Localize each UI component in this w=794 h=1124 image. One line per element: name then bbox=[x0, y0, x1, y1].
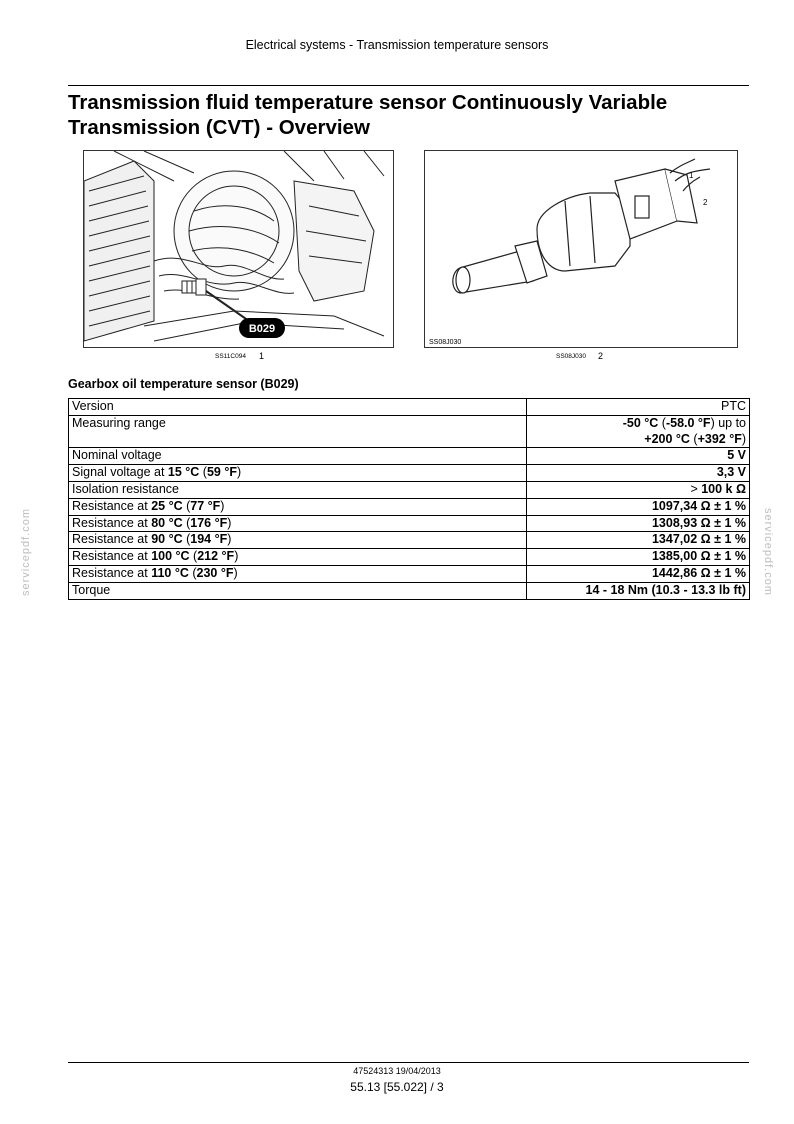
label-segment: 194 °F bbox=[190, 532, 228, 547]
label-segment: 90 °C bbox=[151, 532, 183, 547]
label-segment: ( bbox=[199, 465, 207, 480]
row-label bbox=[69, 465, 527, 482]
label-segment: Resistance at bbox=[72, 532, 152, 547]
label-segment: 80 °C bbox=[151, 515, 183, 530]
row-value bbox=[527, 415, 750, 448]
row-label bbox=[69, 448, 527, 465]
label-segment: 25 °C bbox=[151, 498, 183, 513]
row-label bbox=[69, 532, 527, 549]
label-segment: 212 °F bbox=[197, 549, 235, 564]
value-segment: 1308,93 Ω ± 1 % bbox=[651, 515, 746, 530]
footer-page-ref: 55.13 [55.022] / 3 bbox=[350, 1080, 444, 1094]
label-segment: ) bbox=[227, 515, 232, 530]
row-value bbox=[527, 448, 750, 465]
row-value bbox=[527, 465, 750, 482]
row-label bbox=[69, 549, 527, 566]
table-row bbox=[69, 448, 750, 465]
table-row bbox=[69, 515, 750, 532]
footer-rule bbox=[68, 1062, 749, 1063]
callout-2-label: 2 bbox=[703, 198, 708, 207]
label-segment: Nominal voltage bbox=[72, 448, 162, 463]
value-segment: +392 °F bbox=[697, 431, 742, 446]
label-segment: ) bbox=[233, 565, 238, 580]
value-segment: 100 k Ω bbox=[701, 481, 746, 496]
figure2-number: 2 bbox=[598, 351, 604, 361]
row-value bbox=[527, 399, 750, 416]
figure-sensor bbox=[424, 150, 738, 348]
value-segment: PTC bbox=[721, 399, 746, 413]
label-segment: Resistance at bbox=[72, 565, 152, 580]
label-segment: 15 °C bbox=[167, 465, 200, 480]
value-segment: -50 °C bbox=[622, 415, 659, 430]
row-value bbox=[527, 565, 750, 582]
value-segment: 1385,00 Ω ± 1 % bbox=[651, 549, 746, 564]
label-segment: Resistance at bbox=[72, 549, 152, 564]
label-segment: Resistance at bbox=[72, 515, 152, 530]
table-row bbox=[69, 565, 750, 582]
figure1-number: 1 bbox=[259, 351, 265, 361]
label-segment: Version bbox=[72, 399, 114, 413]
value-segment: 1347,02 Ω ± 1 % bbox=[651, 532, 746, 547]
label-segment: ( bbox=[189, 549, 198, 564]
watermark-right: servicepdf.com bbox=[762, 508, 774, 596]
callout-b029-label: B029 bbox=[248, 323, 276, 335]
row-label bbox=[69, 481, 527, 498]
row-value bbox=[527, 481, 750, 498]
label-segment: Signal voltage at bbox=[72, 465, 168, 480]
label-segment: ) bbox=[234, 549, 239, 564]
value-segment: ) bbox=[741, 431, 746, 446]
row-label bbox=[69, 515, 527, 532]
label-segment: ( bbox=[182, 498, 191, 513]
value-segment: +200 °C bbox=[644, 431, 690, 446]
label-segment: Measuring range bbox=[72, 415, 166, 430]
label-segment: Torque bbox=[72, 582, 111, 597]
callout-1-label: 1 bbox=[689, 171, 694, 180]
running-header: Electrical systems - Transmission temperature sensors bbox=[245, 38, 549, 52]
value-segment: ) up to bbox=[710, 415, 746, 430]
watermark-left: servicepdf.com bbox=[20, 508, 32, 596]
table-row bbox=[69, 465, 750, 482]
value-segment: ( bbox=[658, 415, 666, 430]
table-row bbox=[69, 549, 750, 566]
label-segment: ) bbox=[227, 532, 232, 547]
row-label bbox=[69, 582, 527, 599]
row-label bbox=[69, 565, 527, 582]
table-row bbox=[69, 481, 750, 498]
spec-table-body bbox=[69, 399, 750, 600]
label-segment: 110 °C bbox=[151, 565, 189, 580]
value-segment: > bbox=[690, 481, 702, 496]
value-segment: 5 V bbox=[727, 448, 746, 463]
label-segment: 59 °F bbox=[206, 465, 237, 480]
table-row bbox=[69, 582, 750, 599]
label-segment: ( bbox=[182, 515, 191, 530]
sensor-spec-table bbox=[68, 398, 750, 600]
label-segment: ) bbox=[220, 498, 225, 513]
row-label bbox=[69, 498, 527, 515]
label-segment: ) bbox=[236, 465, 242, 480]
row-value bbox=[527, 515, 750, 532]
figure1-code: SS11C094 bbox=[215, 353, 246, 360]
row-value bbox=[527, 582, 750, 599]
table-title: Gearbox oil temperature sensor (B029) bbox=[68, 377, 299, 391]
value-segment: -58.0 °F bbox=[665, 415, 711, 430]
label-segment: 230 °F bbox=[196, 565, 234, 580]
label-segment: 77 °F bbox=[190, 498, 221, 513]
figure-engine-bay bbox=[83, 150, 394, 348]
value-segment: 1097,34 Ω ± 1 % bbox=[651, 498, 746, 513]
value-segment: 3,3 V bbox=[716, 465, 746, 480]
label-segment: 100 °C bbox=[151, 549, 190, 564]
row-label bbox=[69, 415, 527, 448]
figure2-code: SS08J030 bbox=[556, 353, 586, 360]
value-segment: ( bbox=[689, 431, 698, 446]
footer-doc-id: 47524313 19/04/2013 bbox=[353, 1066, 441, 1076]
table-row bbox=[69, 415, 750, 448]
engine-bay-drawing bbox=[84, 151, 393, 347]
table-row bbox=[69, 399, 750, 416]
page-title bbox=[68, 90, 758, 140]
row-value bbox=[527, 549, 750, 566]
label-segment: Resistance at bbox=[72, 498, 152, 513]
label-segment: Isolation resistance bbox=[72, 481, 180, 496]
label-segment: 176 °F bbox=[190, 515, 228, 530]
row-value bbox=[527, 498, 750, 515]
table-row bbox=[69, 498, 750, 515]
page-title-line1: Transmission fluid temperature sensor Continuously Variable bbox=[68, 91, 668, 114]
figure2-inner-code: SS08J030 bbox=[429, 339, 462, 346]
row-value bbox=[527, 532, 750, 549]
label-segment: ( bbox=[182, 532, 191, 547]
sensor-drawing bbox=[425, 151, 737, 347]
table-row bbox=[69, 532, 750, 549]
page-title-line2: Transmission (CVT) - Overview bbox=[68, 116, 370, 139]
label-segment: ( bbox=[188, 565, 197, 580]
value-segment: 1442,86 Ω ± 1 % bbox=[651, 565, 746, 580]
value-segment: 14 - 18 Nm (10.3 - 13.3 lb ft) bbox=[585, 582, 746, 597]
header-rule bbox=[68, 85, 749, 86]
row-label bbox=[69, 399, 527, 416]
